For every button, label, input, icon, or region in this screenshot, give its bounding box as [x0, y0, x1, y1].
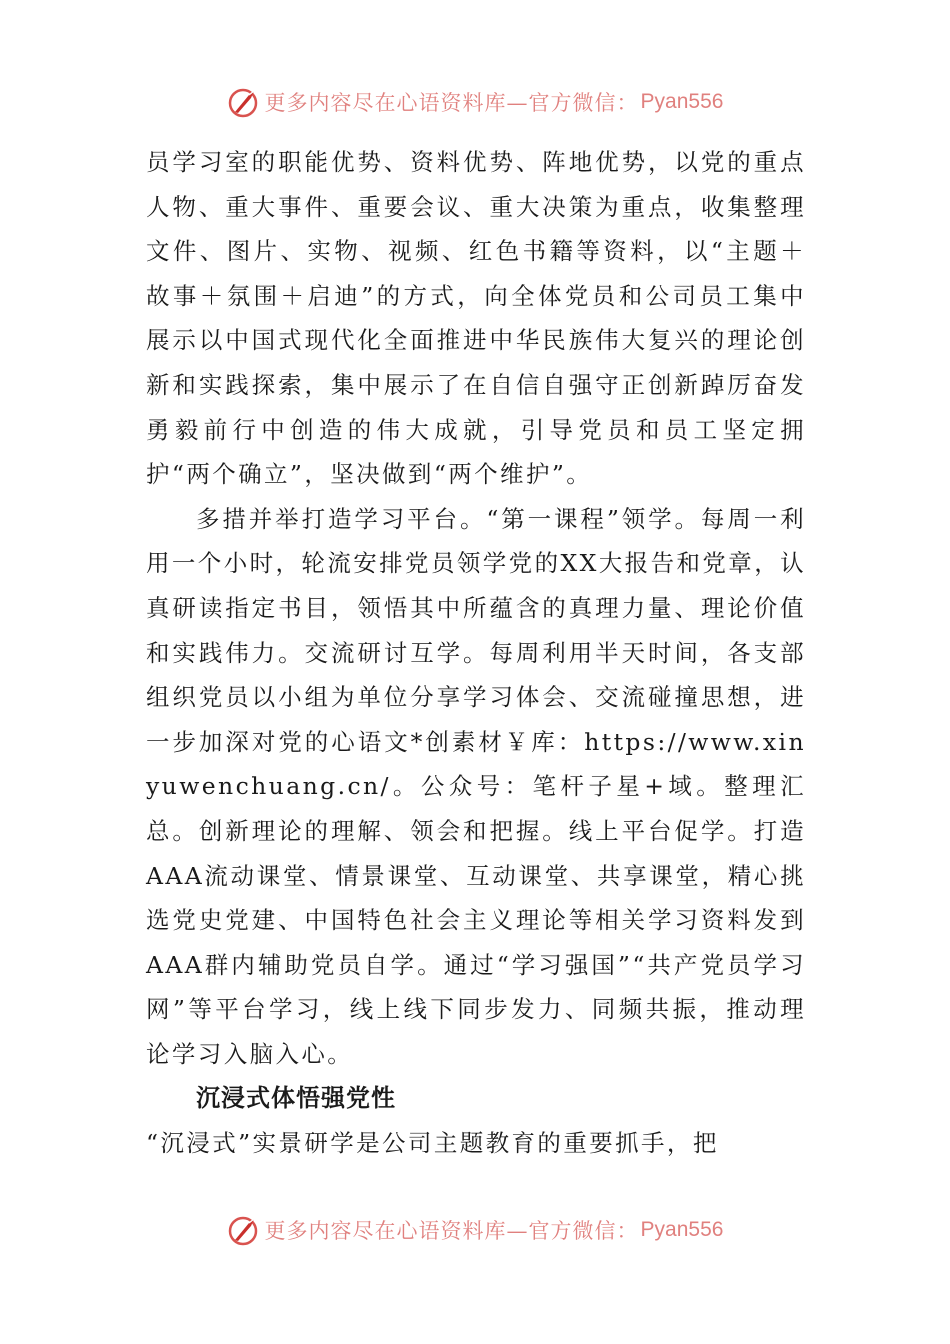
document-body — [146, 140, 806, 1166]
paragraph-2: 多措并举打造学习平台。“第一课程”领学。每周一利用一个小时，轮流安排党员领学党的XX大报告和党章，认真研读指定书目，领悟其中所蕴含的真理力量、理论价值和实践伟力。交流研讨互学。每周利用半天时间，各支部组织党员以小组为单位分享学习体会、交流碰撞思想，进一步加深对党的心语文*创素材￥库：https://www.xinyuwenchuang.cn/。公众号：笔杆子星+域。整理汇总。创新理论的理解、领会和把握。线上平台促学。打造AAA流动课堂、情景课堂、互动课堂、共享课堂，精心挑选党史党建、中国特色社会主义理论等相关学习资料发到AAA群内辅助党员自学。通过“学习强国”“共产党员学习网”等平台学习，线上线下同步发力、同频共振，推动理论学习入脑入心。 — [146, 504, 806, 1068]
header-banner-text: 更多内容尽在心语资料库—官方微信： — [264, 91, 639, 115]
pen-logo-icon — [227, 1213, 261, 1247]
footer-banner-text: 更多内容尽在心语资料库—官方微信： — [264, 1219, 639, 1243]
header-watermark-banner — [0, 80, 950, 124]
footer-watermark-banner — [0, 1208, 950, 1252]
paragraph-1: 员学习室的职能优势、资料优势、阵地优势，以党的重点人物、重大事件、重要会议、重大决策为重点，收集整理文件、图片、实物、视频、红色书籍等资料，以“主题＋故事＋氛围＋启迪”的方式，向全体党员和公司员工集中展示以中国式现代化全面推进中华民族伟大复兴的理论创新和实践探索，集中展示了在自信自强守正创新踔厉奋发勇毅前行中创造的伟大成就，引导党员和员工坚定拥护“两个确立”，坚决做到“两个维护”。 — [146, 148, 806, 489]
section-heading: 沉浸式体悟强党性 — [196, 1084, 396, 1113]
pen-logo-icon — [227, 85, 261, 119]
footer-wechat-id: Pyan556 — [640, 1218, 724, 1241]
paragraph-3: “沉浸式”实景研学是公司主题教育的重要抓手，把 — [146, 1129, 719, 1158]
header-wechat-id: Pyan556 — [640, 90, 724, 113]
